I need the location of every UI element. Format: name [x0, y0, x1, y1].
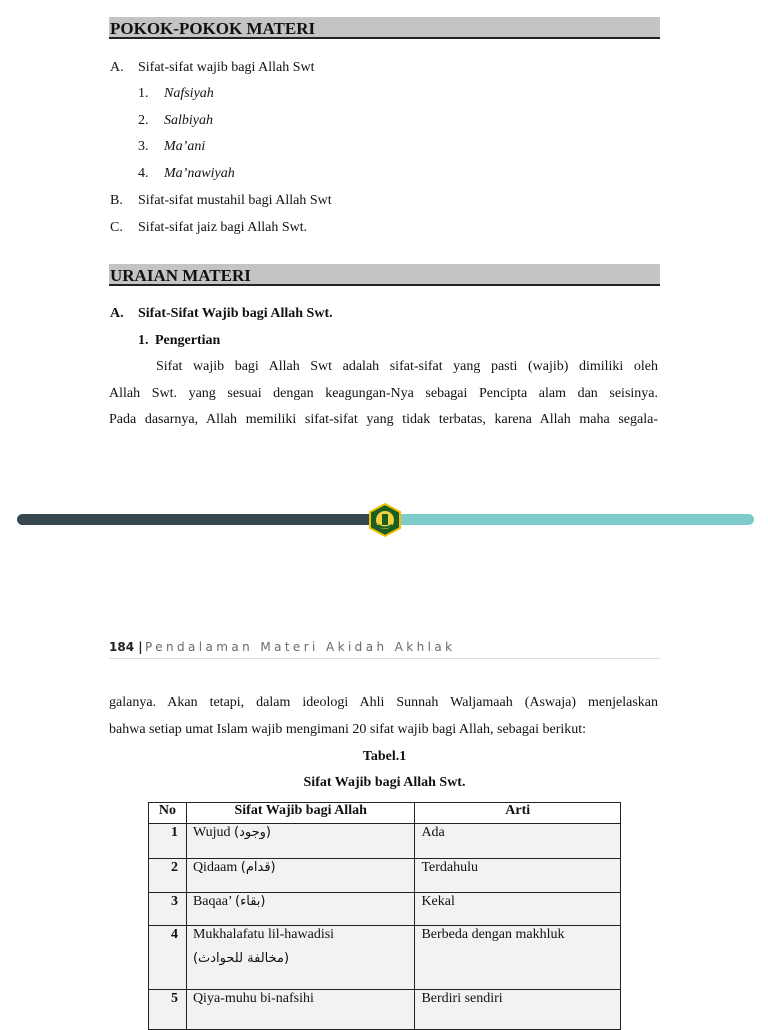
header-no: No	[149, 803, 187, 824]
subheading-pengertian: Pengertian	[155, 333, 221, 348]
outline-label: C.	[110, 220, 123, 235]
sifat-name: Wujud	[192, 825, 231, 840]
footer-rule	[109, 658, 660, 659]
outline-item: Ma’nawiyah	[164, 166, 235, 181]
subheading-label: A.	[110, 306, 124, 321]
footer-bar-right	[390, 514, 754, 525]
sifat-arabic: (وجود)	[233, 825, 271, 840]
table-row	[149, 859, 621, 893]
sifat-name: Baqaa’	[192, 894, 232, 909]
outline-item: Sifat-sifat mustahil bagi Allah Swt	[138, 193, 332, 208]
outline-label: B.	[110, 193, 123, 208]
row-no: 3	[149, 893, 187, 926]
row-no: 1	[149, 824, 187, 859]
table-row	[149, 893, 621, 926]
outline-label: 2.	[138, 113, 149, 128]
subheading-label: 1.	[138, 333, 149, 348]
sifat-wajib-table	[148, 802, 621, 1030]
sifat-arabic: (بقاء)	[235, 894, 266, 909]
row-arti: Berdiri sendiri	[415, 990, 621, 1030]
outline-label: 4.	[138, 166, 149, 181]
paragraph-line: bahwa setiap umat Islam wajib mengimani 20 sifat wajib bagi Allah, sebagai berikut:	[109, 721, 587, 737]
header-sifat: Sifat Wajib bagi Allah	[186, 803, 415, 824]
row-arti: Ada	[415, 824, 621, 859]
page-separator: |	[138, 640, 143, 654]
paragraph-line: Allah Swt. yang sesuai dengan keagungan-Nya sebagai Pencipta alam dan seisinya.	[109, 385, 658, 401]
row-sifat	[186, 824, 415, 859]
row-no: 4	[149, 926, 187, 990]
page-number-value: 184	[109, 640, 135, 654]
paragraph-line: Sifat wajib bagi Allah Swt adalah sifat-sifat yang pasti (wajib) dimiliki oleh	[156, 359, 658, 374]
paragraph-pengertian	[109, 354, 658, 434]
running-title: Pendalaman Materi Akidah Akhlak	[145, 640, 456, 654]
table-title: Sifat Wajib bagi Allah Swt.	[303, 775, 466, 790]
outline-label: 3.	[138, 139, 149, 154]
row-no: 2	[149, 859, 187, 893]
outline-item: Nafsiyah	[164, 86, 214, 101]
subheading-a: Sifat-Sifat Wajib bagi Allah Swt.	[138, 306, 333, 321]
table-row	[149, 824, 621, 859]
row-arti: Kekal	[415, 893, 621, 926]
ministry-emblem-icon	[368, 503, 402, 537]
section-title-pokok-materi: POKOK-POKOK MATERI	[109, 17, 660, 39]
outline-label: A.	[110, 60, 124, 75]
row-sifat	[186, 859, 415, 893]
table-row	[149, 926, 621, 990]
outline-item: Sifat-sifat jaiz bagi Allah Swt.	[138, 220, 308, 235]
row-sifat	[186, 893, 415, 926]
paragraph-line: Pada dasarnya, Allah memiliki sifat-sifat yang tidak terbatas, karena Allah maha segala-	[109, 412, 658, 427]
outline-item: Ma’ani	[164, 139, 206, 154]
sifat-arabic: (قدام)	[240, 860, 276, 875]
row-sifat	[186, 926, 415, 990]
row-no: 5	[149, 990, 187, 1030]
footer-bar-left	[17, 514, 387, 525]
sifat-arabic: (مخالفة للحوادث)	[192, 951, 290, 966]
row-arti: Berbeda dengan makhluk	[415, 926, 621, 990]
header-arti: Arti	[415, 803, 621, 824]
outline-item: Sifat-sifat wajib bagi Allah Swt	[138, 60, 315, 75]
outline-item: Salbiyah	[164, 113, 213, 128]
table-header-row	[149, 803, 621, 824]
sifat-name: Mukhalafatu lil-hawadisi	[192, 927, 335, 942]
row-arti: Terdahulu	[415, 859, 621, 893]
section-title-uraian-materi: URAIAN MATERI	[109, 264, 660, 286]
sifat-name: Qidaam	[192, 860, 238, 875]
page-number	[109, 640, 143, 654]
paragraph-line: galanya. Akan tetapi, dalam ideologi Ahli Sunnah Waljamaah (Aswaja) menjelaskan	[109, 695, 658, 710]
paragraph-continuation	[109, 690, 658, 743]
outline-label: 1.	[138, 86, 149, 101]
sifat-name: Qiya-muhu bi-nafsihi	[192, 991, 314, 1006]
table-number: Tabel.1	[362, 749, 407, 764]
